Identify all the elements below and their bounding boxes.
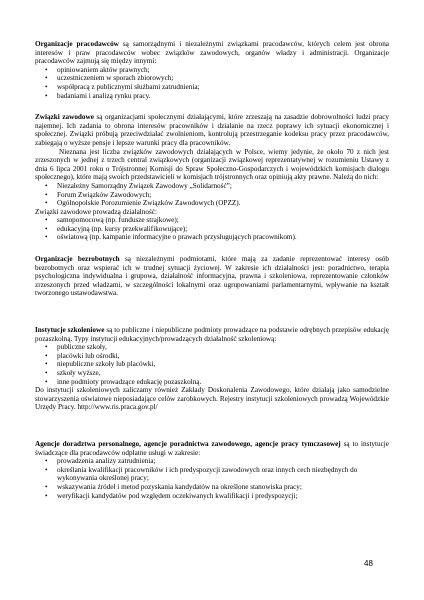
paragraph: Organizacje bezrobotnych są niezależnymi podmiotami, które mają za zadanie reprezentować interesy osób bezrobotnych oraz wspierać ich w trudnej sytuacji życiowej. W zakresie ich działalności jest: poradnictwo, terapia psychologiczna indywidualna i grupowa, działalność informacyjna, prawna i szkoleniowa, reprezentowanie członków zrzeszonych przed władzami, w szczególności lokalnymi oraz ugrupowaniami parlamentarnymi, wpływanie na kształt tworzonego ustawodawstwa. xyxy=(35,255,389,298)
bullet-list xyxy=(35,182,389,208)
paragraph: Organizacje pracodawców są samorządnymi i niezależnymi związkami pracodawców, których celem jest obrona interesów i praw pracodawców wobec związków zawodowych, organów władzy i administracji. Organizacje pracodawców zajmują się między innymi: xyxy=(35,40,389,66)
list-item: • inne podmioty prowadzące edukację pozaszkolną. xyxy=(57,378,389,387)
registry-link[interactable]: http://www.ris.praca.gov.pl/ xyxy=(77,403,158,412)
section-title: Związki zawodowe xyxy=(35,113,94,122)
section-unemployed-organizations xyxy=(35,255,389,298)
paragraph: Do instytucji szkoleniowych zaliczamy również Zakłady Doskonalenia Zawodowego, które działają jako samodzielne stowarzyszenia oświatowe nieposiadające celów zarobkowych. Rejestry instytucji szkoleniowych prowadzą Wojewódzkie Urzędy Pracy. http://www.ris.praca.gov.pl/ xyxy=(35,386,389,412)
list-item: • określania kwalifikacji pracowników i ich predyspozycji zawodowych oraz innych cech niezbędnych do wykonywania określonej pracy; xyxy=(57,466,389,483)
list-item: • niepubliczne szkoły lub placówki, xyxy=(57,360,389,369)
page-number: 48 xyxy=(364,559,373,568)
paragraph: Związki zawodowe są organizacjami społecznymi działającymi, które zrzeszają na zasadzie dobrowolności ludzi pracy najemnej. Ich zadania to obrona interesów pracowników i działanie na rzecz poprawy ich sytuacji ekonomicznej i społecznej. Związki próbują przeciwdziałać zwolnieniom, kontrolują przestrzeganie kodeksu pracy przez pracodawców, zabiegają o wyższe pensje i lepsze warunki pracy dla pracowników. xyxy=(35,113,389,147)
section-title: Agencje doradztwa personalnego, agencje poradnictwa zawodowego, agencje pracy tymczasowej xyxy=(35,439,341,448)
list-item: • badaniami i analizą rynku pracy. xyxy=(57,92,389,101)
list-item: • współpracą z publicznymi służbami zatrudnienia; xyxy=(57,83,389,92)
section-title: Instytucje szkoleniowe xyxy=(35,326,105,335)
list-item: • Ogólnopolskie Porozumienie Związków Zawodowych (OPZZ). xyxy=(57,199,389,208)
list-item: • prowadzenia analizy zatrudnienia; xyxy=(57,457,389,466)
section-title: Organizacje pracodawców xyxy=(35,40,119,48)
bullet-list xyxy=(35,457,389,500)
document-page xyxy=(35,40,389,500)
list-item: • szkoły wyższe, xyxy=(57,369,389,378)
section-trade-unions xyxy=(35,113,389,242)
list-item: • Niezależny Samorządny Związek Zawodowy „Solidarność”; xyxy=(57,182,389,191)
list-item: • oświatową (np. kampanie informacyjne o prawach przysługujących pracownikom). xyxy=(57,233,389,242)
paragraph: Nieznana jest liczba związków zawodowych działających w Polsce, wiemy jedynie, że około 70 z nich jest zrzeszonych w jednej z trzech central związkowych (organizacji związkowej reprezentatywnej w rozumieniu Ustawy z dnia 6 lipca 2001 roku o Trójstronnej Komisji do Spraw Społeczno-Gospodarczych i wojewódzkich komisjach dialogu społecznego), które mają swoich przedstawicieli w komisjach trójstronnych oraz opiniują akty prawne. Należą do nich: xyxy=(35,147,389,182)
paragraph: Agencje doradztwa personalnego, agencje poradnictwa zawodowego, agencje pracy tymczasowej są to instytucje świadczące dla pracodawców odpłatne usługi w zakresie: xyxy=(35,439,389,457)
paragraph: Związki zawodowe prowadzą działalność: xyxy=(35,207,157,216)
bullet-list xyxy=(35,343,389,386)
list-item: • weryfikacji kandydatów pod względem oczekiwanych kwalifikacji i predyspozycji; xyxy=(57,492,389,501)
paragraph: Instytucje szkoleniowe są to publiczne i niepubliczne podmioty prowadzące na podstawie odrębnych przepisów edukację pozaszkolną. Typy instytucji edukacyjnych/prowadzących działalność szkoleniową: xyxy=(35,326,389,343)
list-item: • Forum Związków Zawodowych; xyxy=(57,191,389,200)
list-item: • publiczne szkoły, xyxy=(57,343,389,352)
list-item: • wskazywania źródeł i metod pozyskania kandydatów na określone stanowiska pracy; xyxy=(57,483,389,492)
section-title: Organizacje bezrobotnych xyxy=(35,255,120,264)
bullet-list xyxy=(35,216,389,242)
section-training-institutions xyxy=(35,326,389,412)
list-item: • placówki lub ośrodki, xyxy=(57,352,389,361)
list-item: • edukacyjną (np. kursy przekwalifikowujące); xyxy=(57,225,389,234)
list-item: • opiniowaniem aktów prawnych; xyxy=(57,66,389,75)
section-agencies xyxy=(35,440,389,500)
list-item: • uczestniczeniem w sporach zbiorowych; xyxy=(57,74,389,83)
section-employers-organizations xyxy=(35,40,389,100)
bullet-list xyxy=(35,66,389,100)
list-item: • samopomocową (np. fundusze strajkowe); xyxy=(57,216,389,225)
